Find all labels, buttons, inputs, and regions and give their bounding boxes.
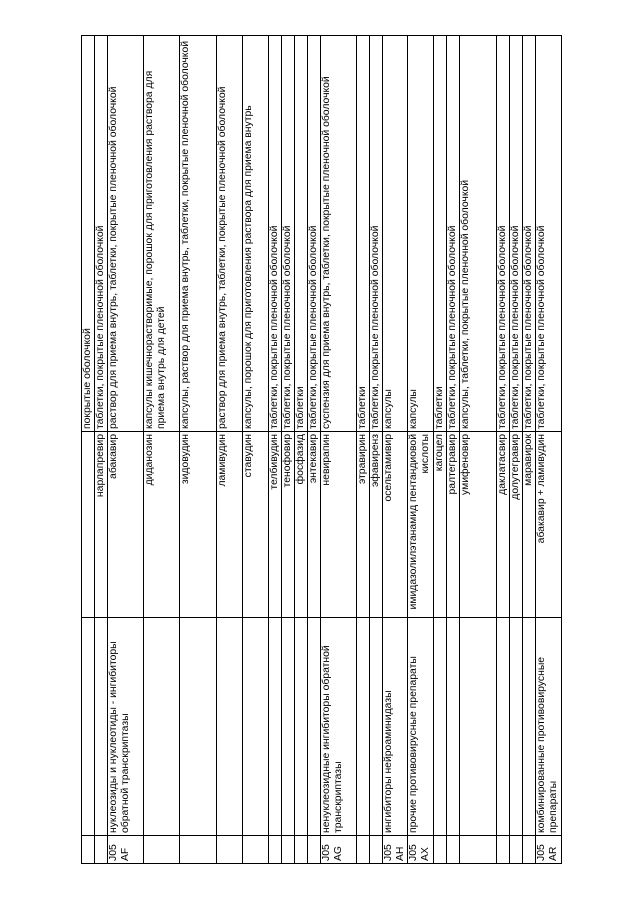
dosage-form-cell: раствор для приема внутрь, таблетки, покрытые пленочной оболочкой [217,36,243,432]
drug-name-cell [82,432,95,618]
group-cell [308,618,321,836]
drug-name-cell: ламивудин [217,432,243,618]
group-cell [497,618,510,836]
group-cell [295,618,308,836]
atc-code-cell [144,836,180,864]
table-row [180,36,217,864]
dosage-form-cell: капсулы, раствор для приема внутрь, таблетки, покрытые пленочной оболочкой [180,36,217,432]
atc-code-cell [269,836,282,864]
group-cell [180,618,217,836]
table-row [282,36,295,864]
drug-name-cell: тенофовир [282,432,295,618]
table-row [269,36,282,864]
atc-code-cell [243,836,269,864]
drug-name-cell: абакавир [108,432,144,618]
atc-code-cell: J05AH [383,836,408,864]
table-row [434,36,447,864]
dosage-form-cell: таблетки, покрытые пленочной оболочкой [536,36,562,432]
atc-code-cell [434,836,447,864]
group-cell [357,618,370,836]
table-row [447,36,460,864]
atc-code-cell: J05AR [536,836,562,864]
dosage-form-cell: капсулы, таблетки, покрытые пленочной оболочкой [460,36,497,432]
group-cell: прочие противовирусные препараты [408,618,434,836]
atc-code-cell [510,836,523,864]
dosage-form-cell: таблетки, покрытые пленочной оболочкой [269,36,282,432]
table-row [408,36,434,864]
group-cell: ингибиторы нейроаминидазы [383,618,408,836]
dosage-form-cell: капсулы [408,36,434,432]
atc-code-cell: J05AX [408,836,434,864]
table-row [497,36,510,864]
table-row [357,36,370,864]
dosage-form-cell: таблетки, покрытые пленочной оболочкой [497,36,510,432]
dosage-form-cell: таблетки, покрытые пленочной оболочкой [308,36,321,432]
group-cell [510,618,523,836]
table-row [460,36,497,864]
atc-code-cell [282,836,295,864]
drug-name-cell: энтекавир [308,432,321,618]
table-row [383,36,408,864]
table-row [82,36,95,864]
atc-code-cell [180,836,217,864]
atc-code-cell [308,836,321,864]
table-row [510,36,523,864]
table-row [308,36,321,864]
group-cell [82,618,95,836]
drug-name-cell: кагоцел [434,432,447,618]
atc-code-cell: J05AF [108,836,144,864]
drug-name-cell: маравирок [523,432,536,618]
drug-name-cell: абакавир + ламивудин [536,432,562,618]
dosage-form-cell: капсулы, порошок для приготовления раствора для приема внутрь [243,36,269,432]
table-row [217,36,243,864]
table-row [243,36,269,864]
atc-code-cell [447,836,460,864]
dosage-form-cell: таблетки, покрытые пленочной оболочкой [510,36,523,432]
atc-code-cell [217,836,243,864]
group-cell [144,618,180,836]
atc-code-cell [95,836,108,864]
group-cell: нуклеозиды и нуклеотиды - ингибиторы обратной транскриптазы [108,618,144,836]
dosage-form-cell: покрытые оболочкой [82,36,95,432]
drug-name-cell: даклатасвир [497,432,510,618]
group-cell [523,618,536,836]
drug-table [81,35,562,864]
drug-name-cell: ралтегравир [447,432,460,618]
atc-code-cell [82,836,95,864]
group-cell [370,618,383,836]
drug-name-cell: имидазолилэтанамид пентандиовой кислоты [408,432,434,618]
dosage-form-cell: таблетки [434,36,447,432]
drug-name-cell: ставудин [243,432,269,618]
dosage-form-cell: капсулы кишечнорастворимые, порошок для приготовления раствора для приема внутрь для детей [144,36,180,432]
table-row [536,36,562,864]
group-cell: ненуклеозидные ингибиторы обратной транскриптазы [321,618,357,836]
drug-name-cell: этравирин [357,432,370,618]
drug-name-cell: осельтамивир [383,432,408,618]
drug-name-cell: долутегравир [510,432,523,618]
table-row [523,36,536,864]
drug-name-cell: диданозин [144,432,180,618]
group-cell [447,618,460,836]
dosage-form-cell: таблетки, покрытые пленочной оболочкой [95,36,108,432]
atc-code-cell [460,836,497,864]
group-cell [282,618,295,836]
atc-code-cell [523,836,536,864]
dosage-form-cell: суспензия для приема внутрь, таблетки, покрытые пленочной оболочкой [321,36,357,432]
table-row [95,36,108,864]
dosage-form-cell: таблетки [357,36,370,432]
atc-code-cell: J05AG [321,836,357,864]
rotated-table-wrapper [81,36,559,864]
drug-name-cell: телбивудин [269,432,282,618]
group-cell [243,618,269,836]
group-cell [95,618,108,836]
dosage-form-cell: таблетки [295,36,308,432]
dosage-form-cell: раствор для приема внутрь, таблетки, покрытые пленочной оболочкой [108,36,144,432]
dosage-form-cell: капсулы [383,36,408,432]
atc-code-cell [295,836,308,864]
table-row [295,36,308,864]
group-cell [217,618,243,836]
dosage-form-cell: таблетки, покрытые пленочной оболочкой [523,36,536,432]
drug-name-cell: фосфазид [295,432,308,618]
table-row [321,36,357,864]
table-row [108,36,144,864]
drug-name-cell: нарлапревир [95,432,108,618]
dosage-form-cell: таблетки, покрытые пленочной оболочкой [282,36,295,432]
drug-name-cell: умифеновир [460,432,497,618]
group-cell [434,618,447,836]
drug-name-cell: невирапин [321,432,357,618]
table-row [370,36,383,864]
dosage-form-cell: таблетки, покрытые пленочной оболочкой [370,36,383,432]
drug-name-cell: эфавиренз [370,432,383,618]
atc-code-cell [497,836,510,864]
group-cell: комбинированные противовирусные препараты [536,618,562,836]
table-row [144,36,180,864]
group-cell [460,618,497,836]
atc-code-cell [370,836,383,864]
group-cell [269,618,282,836]
atc-code-cell [357,836,370,864]
dosage-form-cell: таблетки, покрытые пленочной оболочкой [447,36,460,432]
drug-name-cell: зидовудин [180,432,217,618]
